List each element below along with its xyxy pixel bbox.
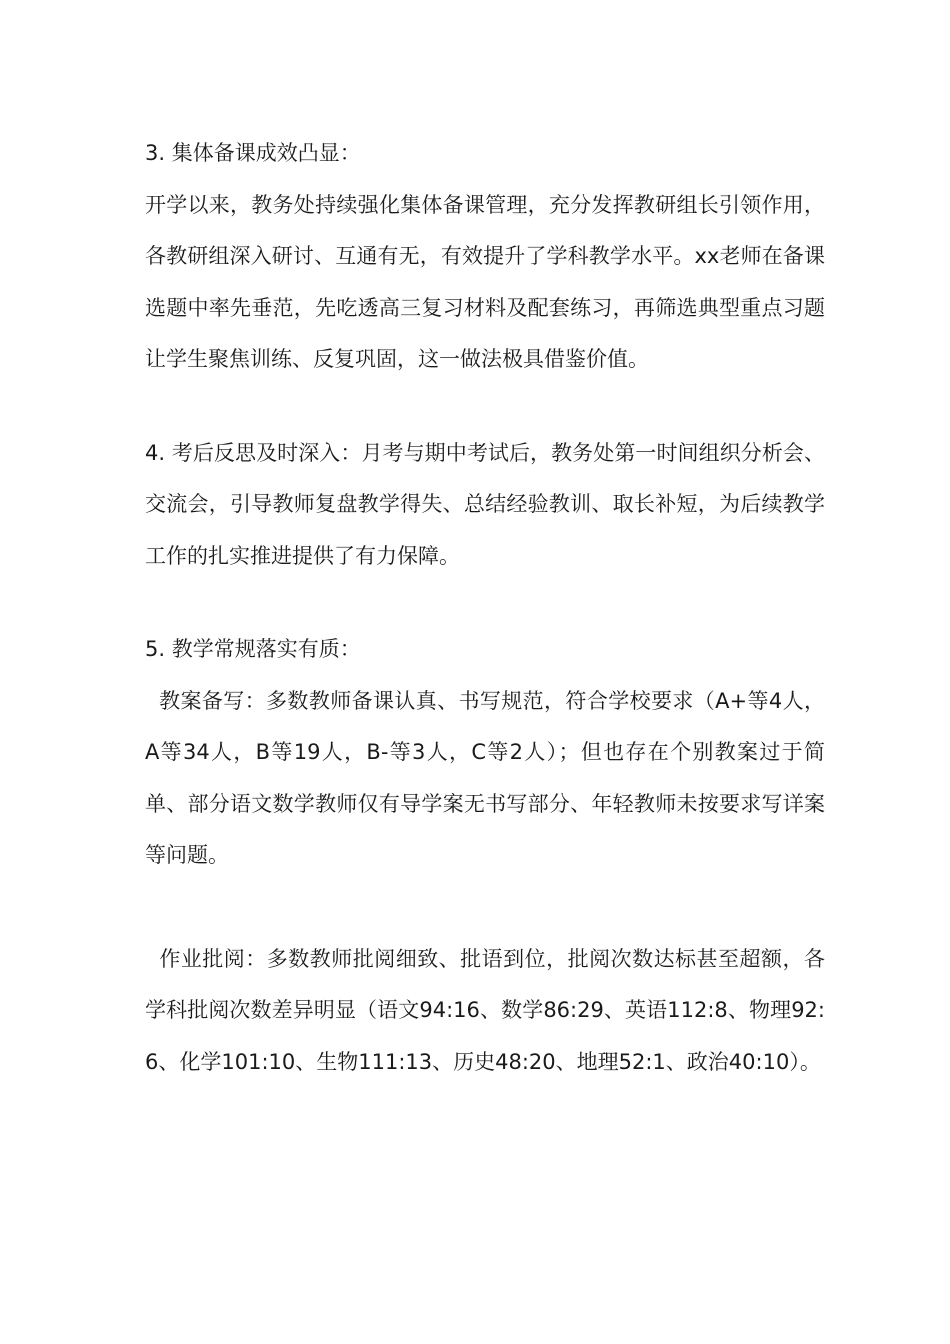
paragraph-spacer bbox=[145, 582, 825, 624]
section-5-heading: 5. 教学常规落实有质： bbox=[145, 637, 361, 661]
homework-paragraph: 作业批阅：多数教师批阅细致、批语到位，批阅次数达标甚至超额，各学科批阅次数差异明显（语文94:16、数学86:29、英语112:8、物理92:6、化学101:10、生物111:13、历史48:20、地理52:1、政治40:10）。 bbox=[145, 946, 825, 1074]
lesson-plan-paragraph: 教案备写：多数教师备课认真、书写规范，符合学校要求（A+等4人，A等34人，B等19人，B-等3人，C等2人）；但也存在个别教案过于简单、部分语文数学教师仅有导学案无书写部分、年轻教师未按要求写详案等问题。 bbox=[145, 688, 825, 867]
paragraph-spacer bbox=[145, 882, 825, 934]
document-content bbox=[145, 128, 825, 1088]
section-3-heading: 3. 集体备课成效凸显： bbox=[145, 141, 361, 165]
section-3-body: 开学以来，教务处持续强化集体备课管理，充分发挥教研组长引领作用，各教研组深入研讨、互通有无，有效提升了学科教学水平。xx老师在备课选题中率先垂范，先吃透高三复习材料及配套练习，再筛选典型重点习题让学生聚焦训练、反复巩固，这一做法极具借鉴价值。 bbox=[145, 192, 825, 371]
section-4-body: 4. 考后反思及时深入：月考与期中考试后，教务处第一时间组织分析会、交流会，引导教师复盘教学得失、总结经验教训、取长补短，为后续教学工作的扎实推进提供了有力保障。 bbox=[145, 440, 825, 568]
paragraph-spacer bbox=[145, 386, 825, 428]
